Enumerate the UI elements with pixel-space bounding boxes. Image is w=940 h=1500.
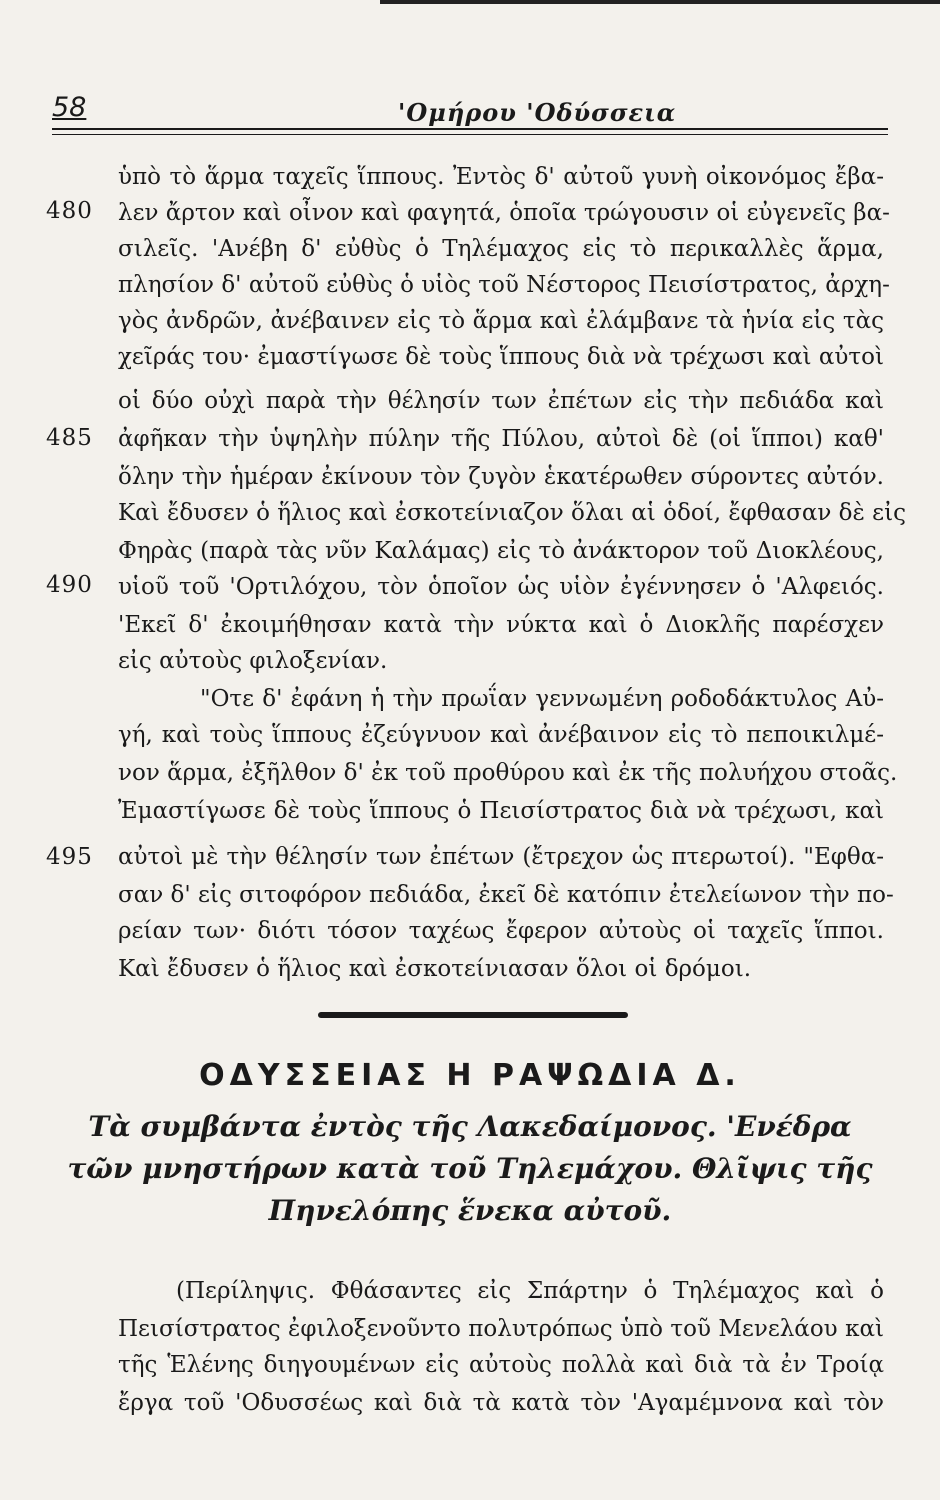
summary-line: τῆς Ἑλένης διηγουμένων εἰς αὐτοὺς πολλὰ καὶ διὰ τὰ ἐν Τροίᾳ [118,1352,884,1378]
text-line: ἀφῆκαν τὴν ὑψηλὴν πύλην τῆς Πύλου, αὐτοὶ δὲ (οἱ ἵπποι) καθ' [118,426,884,452]
rhapsody-subtitle-line: Πηνελόπης ἕνεκα αὐτοῦ. [268,1194,672,1227]
summary-line: Πεισίστρατος ἐφιλοξενοῦντο πολυτρόπως ὑπὸ τοῦ Μενελάου καὶ [118,1316,884,1342]
text-line: εἰς αὐτοὺς φιλοξενίαν. [118,648,388,674]
section-divider [318,1012,628,1018]
text-line: "Οτε δ' ἐφάνη ἡ τὴν πρωΐαν γεννωμένη ροδοδάκτυλος Αὐ- [200,686,884,712]
text-line: πλησίον δ' αὐτοῦ εὐθὺς ὁ υἱὸς τοῦ Νέστορος Πεισίστρατος, ἀρχη- [118,272,890,298]
page-number: 58 [52,92,87,123]
rhapsody-subtitle-line: τῶν μνηστήρων κατὰ τοῦ Τηλεμάχου. Θλῖψις τῆς [67,1152,873,1185]
text-line: ὅλην τὴν ἡμέραν ἐκίνουν τὸν ζυγὸν ἑκατέρωθεν σύροντες αὐτόν. [118,464,884,490]
text-line: γή, καὶ τοὺς ἵππους ἐζεύγνυον καὶ ἀνέβαινον εἰς τὸ πεποικιλμέ- [118,722,884,748]
summary-line: (Περίληψις. Φθάσαντες εἰς Σπάρτην ὁ Τηλέμαχος καὶ ὁ [176,1278,884,1304]
text-line: υἱοῦ τοῦ 'Ορτιλόχου, τὸν ὁποῖον ὡς υἱὸν ἐγέννησεν ὁ 'Αλφειός. [118,574,884,600]
text-line: 'Εκεῖ δ' ἐκοιμήθησαν κατὰ τὴν νύκτα καὶ ὁ Διοκλῆς παρέσχεν [118,612,884,638]
header-rule-thin [52,134,888,135]
header-rule [52,128,888,130]
text-line: σαν δ' εἰς σιτοφόρον πεδιάδα, ἐκεῖ δὲ κατόπιν ἐτελείωνον τὴν πο- [118,882,894,908]
summary-line: ἔργα τοῦ 'Οδυσσέως καὶ διὰ τὰ κατὰ τὸν 'Αγαμέμνονα καὶ τὸν [118,1390,884,1416]
text-line: νον ἅρμα, ἐξῆλθον δ' ἐκ τοῦ προθύρου καὶ ἐκ τῆς πολυήχου στοᾶς. [118,760,898,786]
text-line: αὐτοὶ μὲ τὴν θέλησίν των ἐπέτων (ἔτρεχον ὡς πτερωτοί). "Εφθα- [118,844,884,870]
line-number: 485 [46,425,93,451]
text-line: σιλεῖς. 'Ανέβη δ' εὐθὺς ὁ Τηλέμαχος εἰς τὸ περικαλλὲς ἅρμα, [118,236,884,262]
text-line: ρείαν των· διότι τόσον ταχέως ἔφερον αὐτοὺς οἱ ταχεῖς ἵπποι. [118,918,884,944]
running-title: 'Ομήρου 'Οδύσσεια [398,98,677,127]
line-number: 480 [46,198,93,224]
text-line: οἱ δύο οὐχὶ παρὰ τὴν θέλησίν των ἐπέτων εἰς τὴν πεδιάδα καὶ [118,388,884,414]
text-line: Καὶ ἔδυσεν ὁ ἥλιος καὶ ἐσκοτείνιαζον ὅλαι αἱ ὁδοί, ἔφθασαν δὲ εἰς [118,500,906,526]
page-header [52,92,888,132]
text-line: Καὶ ἔδυσεν ὁ ἥλιος καὶ ἐσκοτείνιασαν ὅλοι οἱ δρόμοι. [118,956,752,982]
text-line: Φηρὰς (παρὰ τὰς νῦν Καλάμας) εἰς τὸ ἀνάκτορον τοῦ Διοκλέους, [118,538,884,564]
text-line: λεν ἄρτον καὶ οἶνον καὶ φαγητά, ὁποῖα τρώγουσιν οἱ εὐγενεῖς βα- [118,200,890,226]
text-line: Ἐμαστίγωσε δὲ τοὺς ἵππους ὁ Πεισίστρατος διὰ νὰ τρέχωσι, καὶ [118,798,884,824]
text-line: ὑπὸ τὸ ἅρμα ταχεῖς ἵππους. Ἐντὸς δ' αὐτοῦ γυνὴ οἰκονόμος ἔβα- [118,164,884,190]
rhapsody-subtitle-line: Τὰ συμβάντα ἐντὸς τῆς Λακεδαίμονος. 'Ενέδρα [88,1110,852,1143]
line-number: 490 [46,572,93,598]
top-edge-rule [380,0,940,4]
line-number: 495 [46,844,93,870]
rhapsody-title: ΟΔΥΣΣΕΙΑΣ Η ΡΑΨΩΔΙΑ Δ. [199,1058,741,1093]
text-line: γὸς ἀνδρῶν, ἀνέβαινεν εἰς τὸ ἅρμα καὶ ἐλάμβανε τὰ ἡνία εἰς τὰς [118,308,884,334]
text-line: χεῖράς του· ἐμαστίγωσε δὲ τοὺς ἵππους διὰ νὰ τρέχωσι καὶ αὐτοὶ [118,344,884,370]
